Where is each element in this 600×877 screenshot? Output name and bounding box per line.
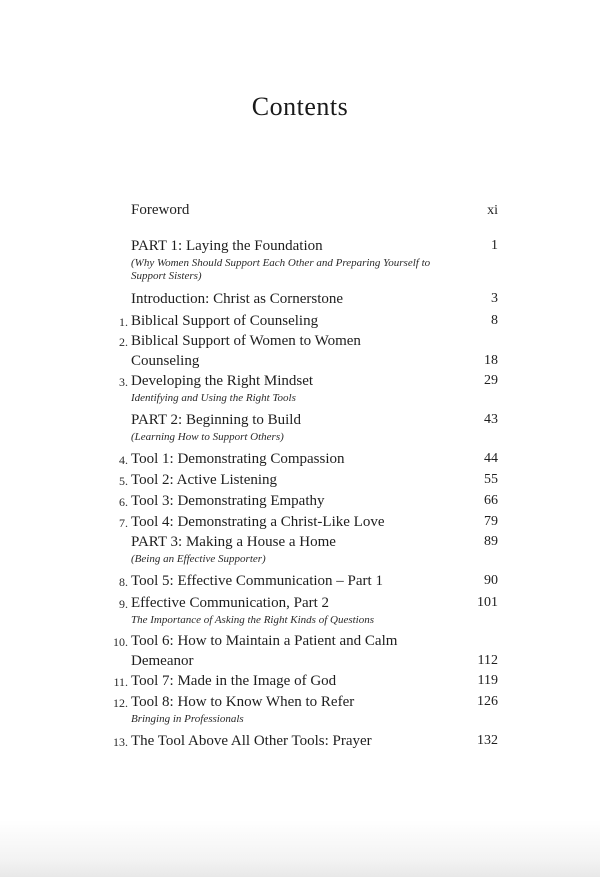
toc-entry-title: Foreword xyxy=(131,202,190,218)
toc-entry-page: 101 xyxy=(477,595,498,610)
toc-entry-number: 11. xyxy=(113,675,128,689)
toc-entry-number: 6. xyxy=(119,495,128,509)
toc-entry-subtitle: Bringing in Professionals xyxy=(131,713,244,725)
toc-entry-title: Effective Communication, Part 2 The Importance of Asking the Right Kinds of Questions xyxy=(131,593,461,627)
toc-entry-number: 4. xyxy=(119,453,128,467)
toc-entry-page: 3 xyxy=(491,291,498,306)
toc-entry-title: PART 1: Laying the Foundation (Why Women Should Support Each Other and Preparing Yourself to Support Sisters) xyxy=(131,238,431,282)
toc-entry-title: PART 3: Making a House a Home (Being an Effective Supporter) xyxy=(131,532,461,566)
toc-entry-page: xi xyxy=(487,203,498,218)
toc-entry-page: 18 xyxy=(484,353,498,368)
toc-entry-title: Tool 2: Active Listening xyxy=(131,472,278,488)
toc-entry-page: 1 xyxy=(491,238,498,253)
toc-entry-number: 10. xyxy=(113,635,128,649)
toc-entry-subtitle: Identifying and Using the Right Tools xyxy=(131,392,296,404)
toc-entry-title: PART 2: Beginning to Build (Learning How to Support Others) xyxy=(131,410,461,444)
toc-entry-page: 44 xyxy=(484,451,498,466)
toc-entry-page: 79 xyxy=(484,514,498,529)
toc-entry-page: 119 xyxy=(477,673,498,688)
toc-entry-page: 43 xyxy=(484,412,498,427)
toc-entry-number: 12. xyxy=(113,696,128,710)
toc-entry-title: Biblical Support of Women to Women Counseling xyxy=(131,333,361,369)
toc-entry-number: 2. xyxy=(119,335,128,349)
toc-entry-title: Developing the Right Mindset Identifying and Using the Right Tools xyxy=(131,371,461,405)
toc-entry-page: 8 xyxy=(491,313,498,328)
toc-entry-page: 55 xyxy=(484,472,498,487)
page-title: Contents xyxy=(251,92,349,121)
toc-entry-page: 132 xyxy=(477,733,498,748)
toc-entry-title: Tool 7: Made in the Image of God xyxy=(131,673,337,689)
toc-entry-subtitle: The Importance of Asking the Right Kinds of Questions xyxy=(131,614,375,626)
toc-entry-subtitle: (Why Women Should Support Each Other and Preparing Yourself to Support Sisters) xyxy=(131,257,431,282)
toc-entry-title: Tool 4: Demonstrating a Christ-Like Love xyxy=(131,514,385,530)
toc-entry-page: 112 xyxy=(477,653,498,668)
toc-entry-subtitle: (Being an Effective Supporter) xyxy=(131,553,266,565)
toc-entry-subtitle: (Learning How to Support Others) xyxy=(131,431,284,443)
toc-entry-page: 126 xyxy=(477,694,498,709)
toc-entry-page: 90 xyxy=(484,573,498,588)
toc-entry-title: Tool 6: How to Maintain a Patient and Calm Demeanor xyxy=(131,633,398,669)
toc-entry-number: 13. xyxy=(113,735,128,749)
toc-entry-title: Biblical Support of Counseling xyxy=(131,313,319,329)
toc-entry-number: 3. xyxy=(119,375,128,389)
toc-entry-number: 5. xyxy=(119,474,128,488)
toc-entry-page: 66 xyxy=(484,493,498,508)
toc-entry-number: 7. xyxy=(119,516,128,530)
toc-entry-title: The Tool Above All Other Tools: Prayer xyxy=(131,733,372,749)
toc-entry-number: 8. xyxy=(119,575,128,589)
toc-entry-title: Introduction: Christ as Cornerstone xyxy=(131,291,344,307)
toc-entry-number: 9. xyxy=(119,597,128,611)
toc-entry-page: 29 xyxy=(484,373,498,388)
toc-entry-title: Tool 1: Demonstrating Compassion xyxy=(131,451,345,467)
toc-entry-title: Tool 5: Effective Communication – Part 1 xyxy=(131,573,383,589)
toc-entry-page: 89 xyxy=(484,534,498,549)
toc-entry-title: Tool 8: How to Know When to Refer Bringing in Professionals xyxy=(131,692,461,726)
toc-entry-number: 1. xyxy=(119,315,128,329)
toc-entry-title: Tool 3: Demonstrating Empathy xyxy=(131,493,325,509)
